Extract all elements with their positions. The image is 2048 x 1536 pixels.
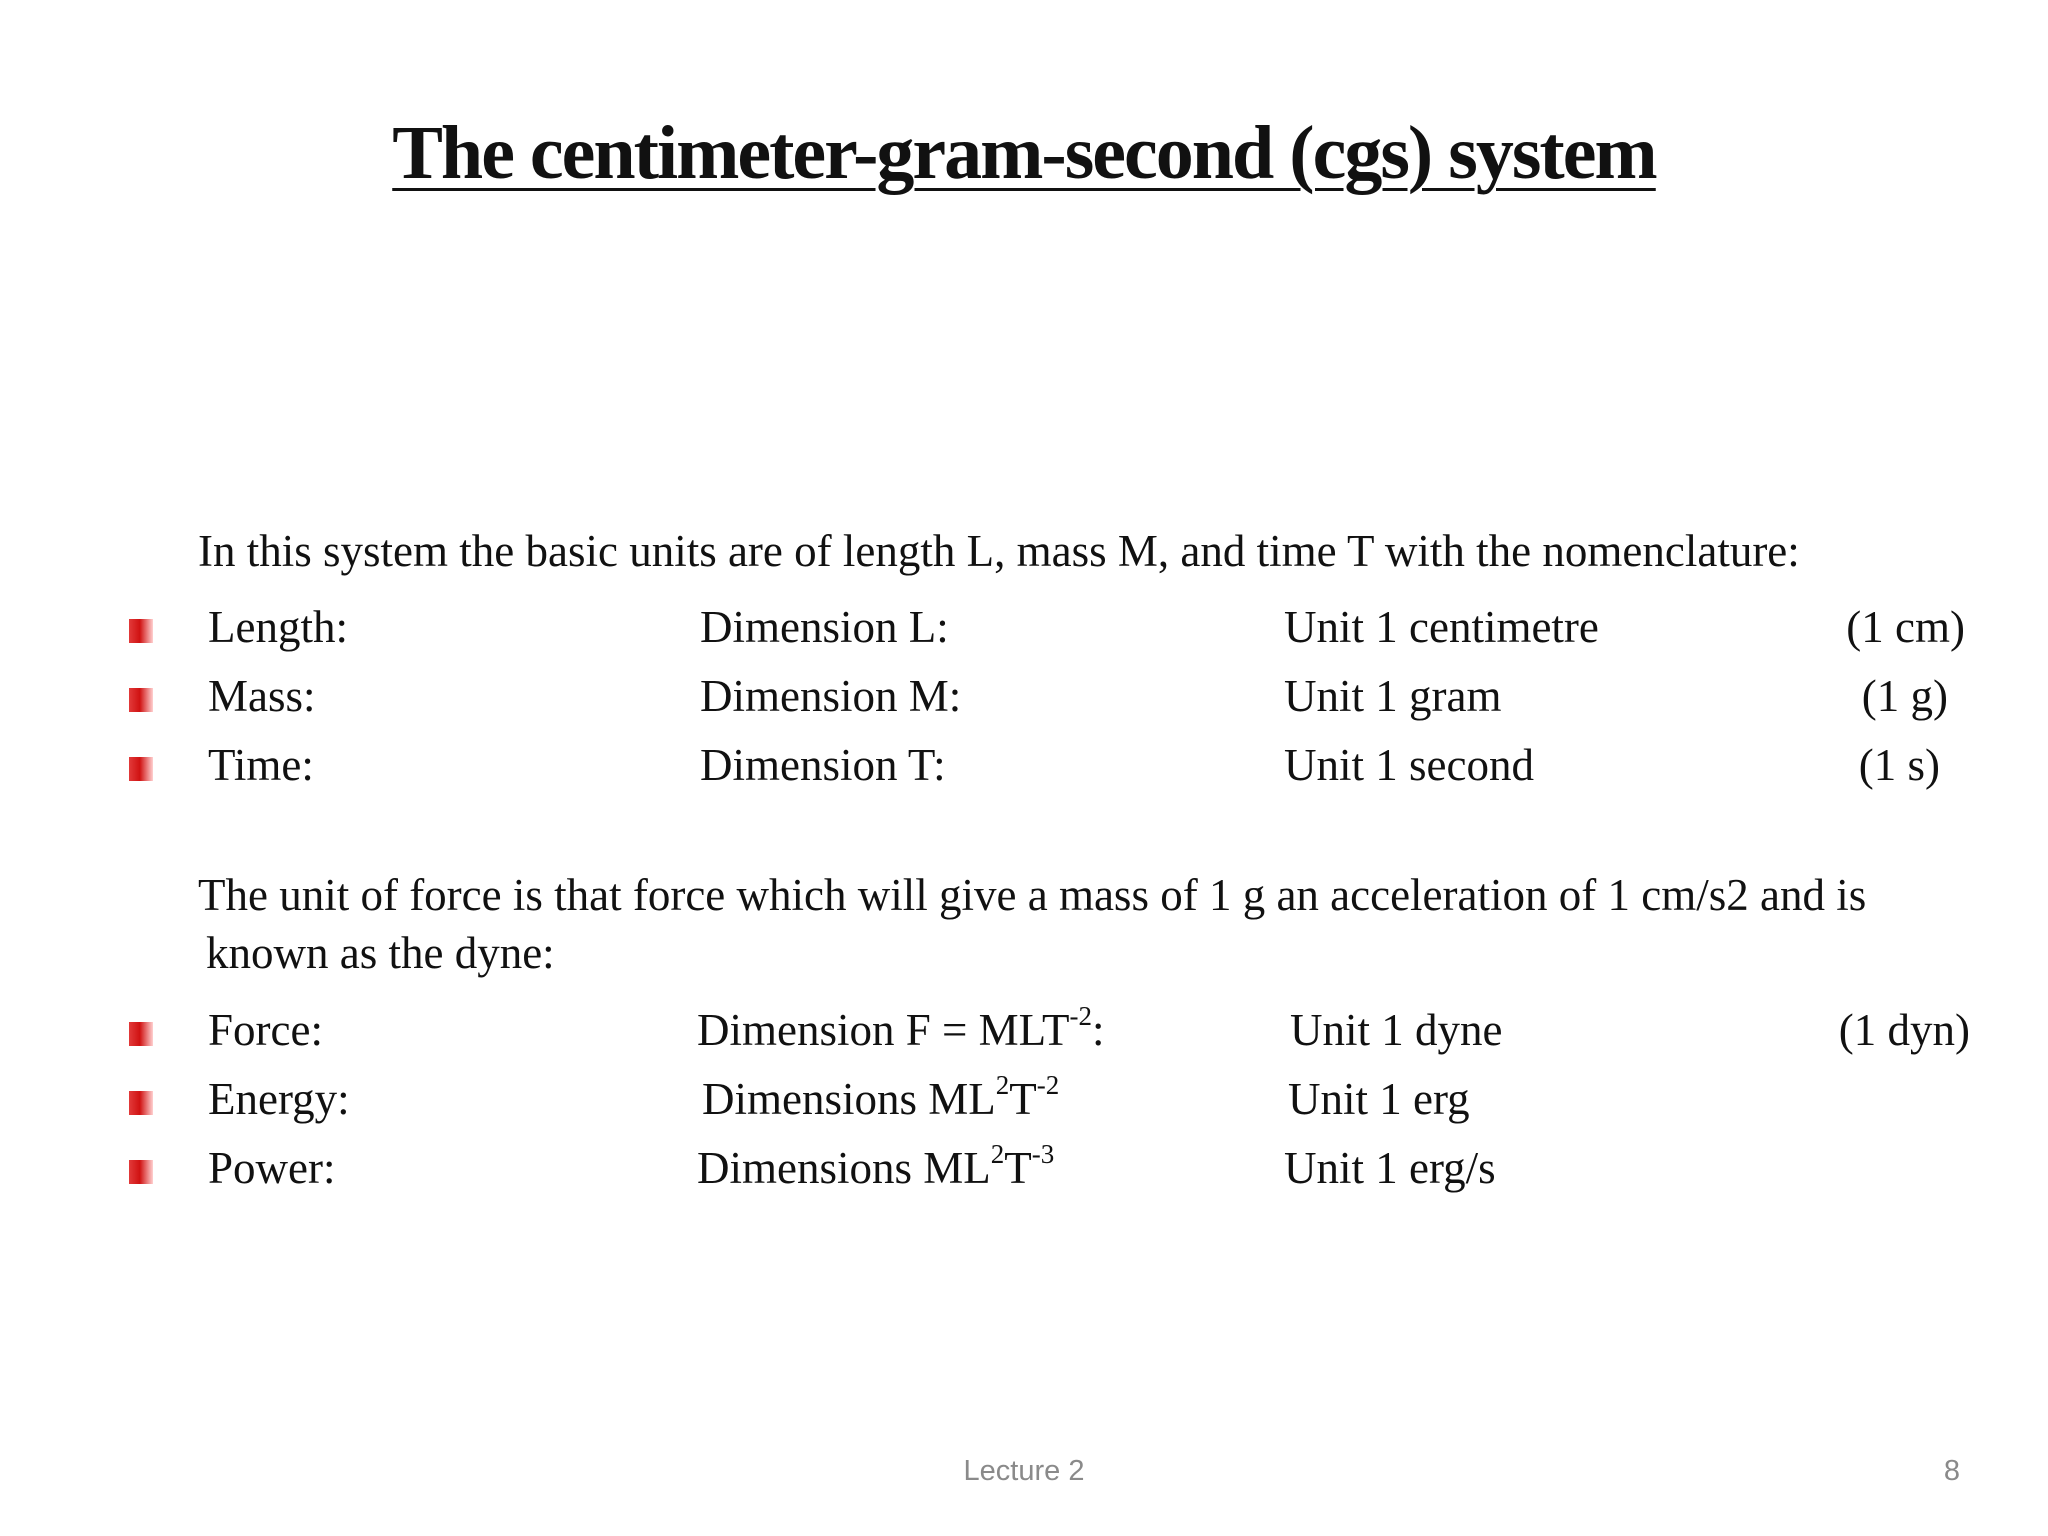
row-dimension: Dimension L:: [700, 602, 949, 652]
slide-title-text: The centimeter-gram-second (cgs) system: [392, 111, 1656, 195]
row-symbol: (1 dyn): [1838, 1005, 1970, 1055]
unit-row-energy: [0, 1069, 2048, 1129]
row-unit: Unit 1 erg: [1288, 1074, 1470, 1124]
row-dimension: Dimension M:: [700, 671, 962, 721]
row-unit: Unit 1 centimetre: [1284, 602, 1599, 652]
row-label: Force:: [208, 1005, 323, 1055]
row-symbol: (1 s): [1858, 740, 1940, 790]
row-symbol: (1 cm): [1846, 602, 1965, 652]
footer-lecture-label: Lecture 2: [963, 1455, 1085, 1487]
square-bullet-icon: [129, 619, 153, 643]
unit-row-force: [0, 1000, 2048, 1060]
row-dimension: Dimension $F = MLT^{-2}$:: [697, 1000, 1105, 1055]
square-bullet-icon: [129, 1091, 153, 1115]
row-dimension: Dimensions $ML^2T^{-2}$: [702, 1069, 1060, 1124]
row-dimension: Dimension T:: [700, 740, 946, 790]
force-paragraph-line1: The unit of force is that force which will give a mass of 1 g an acceleration of 1 cm/s2 and is: [198, 870, 1867, 920]
row-unit: Unit 1 erg/s: [1284, 1143, 1496, 1193]
force-paragraph: [198, 866, 1866, 982]
row-symbol: (1 g): [1861, 671, 1948, 721]
square-bullet-icon: [129, 757, 153, 781]
unit-row-time: [0, 735, 2048, 795]
square-bullet-icon: [129, 1022, 153, 1046]
row-label: Time:: [208, 740, 314, 790]
unit-row-power: [0, 1138, 2048, 1198]
row-unit: Unit 1 dyne: [1290, 1005, 1503, 1055]
force-paragraph-line2: known as the dyne:: [206, 928, 555, 978]
row-label: Mass:: [208, 671, 316, 721]
square-bullet-icon: [129, 688, 153, 712]
footer-page-number: 8: [1943, 1455, 1960, 1487]
unit-row-mass: [0, 666, 2048, 726]
row-dimension: Dimensions $ML^2T^{-3}$: [697, 1138, 1055, 1193]
row-unit: Unit 1 gram: [1284, 671, 1502, 721]
unit-row-length: [0, 597, 2048, 657]
row-label: Power:: [208, 1143, 336, 1193]
slide-title: [0, 108, 2048, 199]
intro-paragraph: In this system the basic units are of length L, mass M, and time T with the nomenclature:: [198, 526, 1800, 576]
row-label: Length:: [208, 602, 348, 652]
row-unit: Unit 1 second: [1284, 740, 1534, 790]
row-label: Energy:: [208, 1074, 350, 1124]
square-bullet-icon: [129, 1160, 153, 1184]
